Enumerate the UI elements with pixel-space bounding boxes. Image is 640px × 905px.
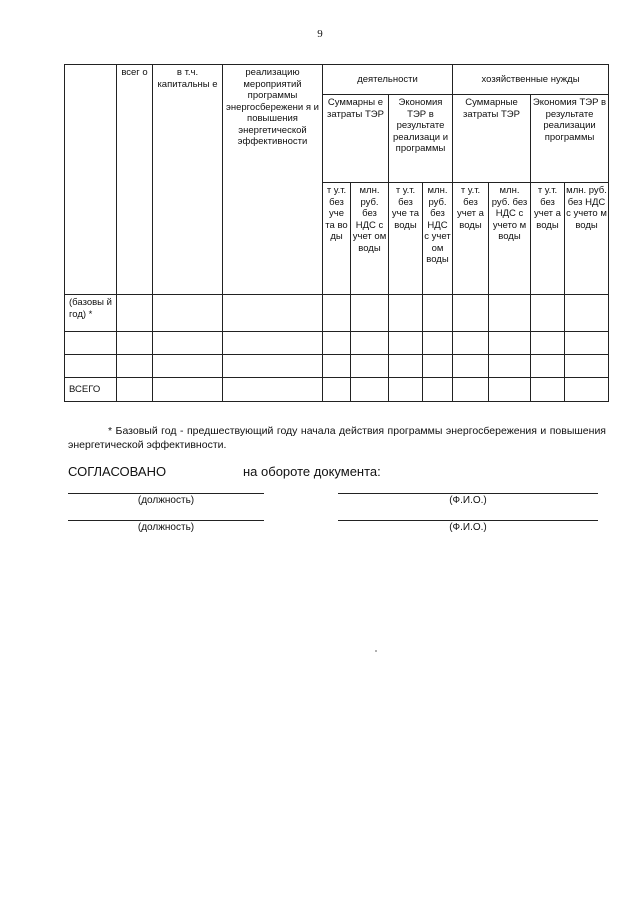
header-ekonomiya-ter-1: Экономия ТЭР в результате реализаци и программы bbox=[389, 95, 453, 183]
page-number: 9 bbox=[317, 28, 323, 40]
row-label-empty bbox=[65, 332, 117, 355]
row-label-total: ВСЕГО bbox=[65, 378, 117, 402]
header-v-tch-kapitalnye: в т.ч. капитальны е bbox=[153, 65, 223, 295]
name-signature-line-2 bbox=[338, 520, 598, 521]
unit-header-cell: т у.т. без учет а воды bbox=[453, 183, 489, 295]
unit-header-cell: млн. руб. без НДС с учет ом воды bbox=[351, 183, 389, 295]
position-caption-2: (должность) bbox=[137, 522, 195, 533]
unit-header-cell: т у.т. без уче та воды bbox=[389, 183, 423, 295]
unit-header-cell: т у.т. без учет а воды bbox=[531, 183, 565, 295]
table-row bbox=[65, 332, 609, 355]
name-signature-line-1 bbox=[338, 493, 598, 494]
header-ekonomiya-ter-2: Экономия ТЭР в результате реализации программы bbox=[531, 95, 609, 183]
footnote-base-year: * Базовый год - предшествующий году начала действия программы энергосбережения и повышения энергетической эффективности. bbox=[68, 425, 606, 451]
unit-header-cell: т у.т. без уче та во ды bbox=[323, 183, 351, 295]
agreed-label: СОГЛАСОВАНО bbox=[68, 464, 167, 479]
table-row bbox=[65, 355, 609, 378]
header-realizaciyu-meropriyatiy: реализацию мероприятий программы энергосбережени я и повышения энергетической эффективности bbox=[223, 65, 323, 295]
unit-header-cell: млн. руб. без НДС с учето м воды bbox=[489, 183, 531, 295]
position-signature-line-1 bbox=[68, 493, 264, 494]
table-row bbox=[65, 378, 609, 402]
header-summarnye-zatraty-ter-2: Суммарные затраты ТЭР bbox=[453, 95, 531, 183]
header-vsego: всег о bbox=[117, 65, 153, 295]
unit-header-cell: млн. руб. без НДС с учето м воды bbox=[565, 183, 609, 295]
row-label-header-cell bbox=[65, 65, 117, 295]
position-signature-line-2 bbox=[68, 520, 264, 521]
header-deyatelnosti: деятельности bbox=[323, 65, 453, 95]
energy-report-table bbox=[64, 64, 609, 402]
table-row bbox=[65, 295, 609, 332]
header-hozyaystvennye-nuzhdy: хозяйственные нужды bbox=[453, 65, 609, 95]
on-back-label: на обороте документа: bbox=[243, 464, 381, 479]
unit-header-cell: млн. руб. без НДС с учет ом воды bbox=[423, 183, 453, 295]
scan-speck bbox=[375, 650, 377, 652]
name-caption-2: (Ф.И.О.) bbox=[449, 522, 487, 533]
row-label-empty bbox=[65, 355, 117, 378]
position-caption-1: (должность) bbox=[137, 495, 195, 506]
row-label-base-year: (базовы й год) * bbox=[65, 295, 117, 332]
header-summarnye-zatraty-ter-1: Суммарны е затраты ТЭР bbox=[323, 95, 389, 183]
name-caption-1: (Ф.И.О.) bbox=[449, 495, 487, 506]
